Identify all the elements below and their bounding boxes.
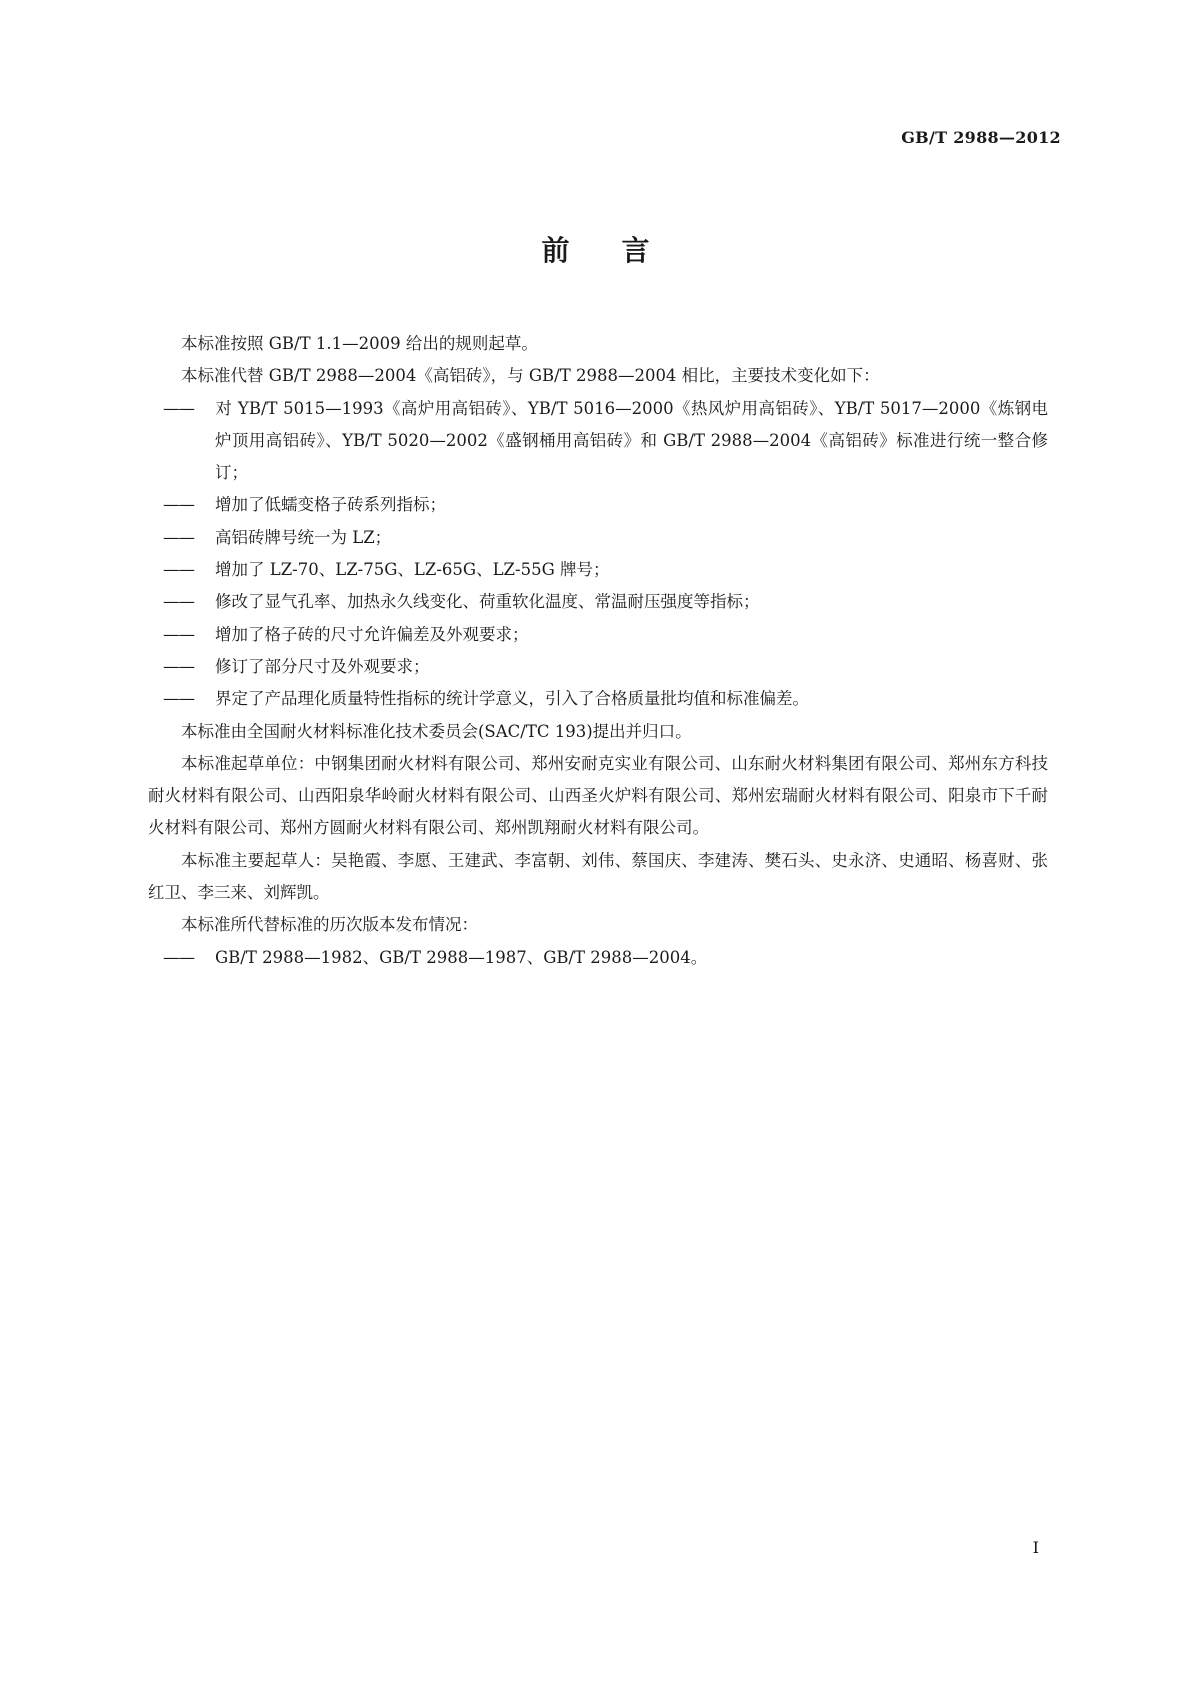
- list-item: [148, 393, 1048, 490]
- page-title: 前言: [541, 234, 702, 267]
- list-item: [148, 651, 1048, 683]
- paragraph-drafting-units: 本标准起草单位：中钢集团耐火材料有限公司、郑州安耐克实业有限公司、山东耐火材料集团有限公司、郑州东方科技耐火材料有限公司、山西阳泉华岭耐火材料有限公司、山西圣火炉料有限公司、郑州宏瑞耐火材料有限公司、阳泉市下千耐火材料有限公司、郑州方圆耐火材料有限公司、郑州凯翔耐火材料有限公司。: [148, 753, 1048, 838]
- standard-number: GB/T 2988—2012: [901, 128, 1061, 147]
- list-item-text: 修订了部分尺寸及外观要求；: [215, 656, 430, 676]
- list-item: [148, 554, 1048, 586]
- list-item-text: 对 YB/T 5015—1993《高炉用高铝砖》、YB/T 5016—2000《热风炉用高铝砖》、YB/T 5017—2000《炼钢电炉顶用高铝砖》、YB/T 5020—2002《盛钢桶用高铝砖》和 GB/T 2988—2004《高铝砖》标准进行统一整合修订；: [215, 398, 1048, 483]
- list-item-text: 增加了低蠕变格子砖系列指标；: [215, 495, 446, 515]
- list-item: [148, 683, 1048, 715]
- paragraph-history-intro: 本标准所代替标准的历次版本发布情况：: [181, 915, 478, 935]
- list-item-text: 增加了 LZ-70、LZ-75G、LZ-65G、LZ-55G 牌号；: [215, 560, 610, 580]
- paragraph-drafting-rules: 本标准按照 GB/T 1.1—2009 给出的规则起草。: [181, 334, 538, 353]
- dash-marker: ——: [163, 398, 194, 418]
- dash-marker: ——: [163, 495, 194, 515]
- list-item: [148, 489, 1048, 521]
- list-item: [148, 619, 1048, 651]
- dash-marker: ——: [163, 689, 194, 709]
- paragraph-committee: 本标准由全国耐火材料标准化技术委员会(SAC/TC 193)提出并归口。: [181, 721, 692, 741]
- foreword-body: [148, 328, 1048, 974]
- dash-marker: ——: [163, 592, 194, 612]
- paragraph-replacement: 本标准代替 GB/T 2988—2004《高铝砖》，与 GB/T 2988—2004 相比，主要技术变化如下：: [181, 366, 880, 386]
- dash-marker: ——: [163, 527, 194, 547]
- list-item: [148, 586, 1048, 618]
- list-item-text: 修改了显气孔率、加热永久线变化、荷重软化温度、常温耐压强度等指标；: [215, 592, 760, 612]
- list-item-text: 界定了产品理化质量特性指标的统计学意义，引入了合格质量批均值和标准偏差。: [215, 689, 809, 709]
- page-number: I: [1032, 1538, 1039, 1557]
- paragraph-drafters: 本标准主要起草人：吴艳霞、李愿、王建武、李富朝、刘伟、蔡国庆、李建涛、樊石头、史永济、史通昭、杨喜财、张红卫、李三来、刘辉凯。: [148, 850, 1048, 903]
- dash-marker: ——: [163, 656, 194, 676]
- list-item: [148, 522, 1048, 554]
- list-item-text: 高铝砖牌号统一为 LZ；: [215, 527, 392, 547]
- list-item-text: 增加了格子砖的尺寸允许偏差及外观要求；: [215, 624, 529, 644]
- dash-marker: ——: [163, 624, 194, 644]
- list-item-history: [148, 942, 1048, 974]
- dash-marker: ——: [163, 560, 194, 580]
- list-item-text: GB/T 2988—1982、GB/T 2988—1987、GB/T 2988—2004。: [215, 947, 708, 967]
- dash-marker: ——: [163, 947, 194, 967]
